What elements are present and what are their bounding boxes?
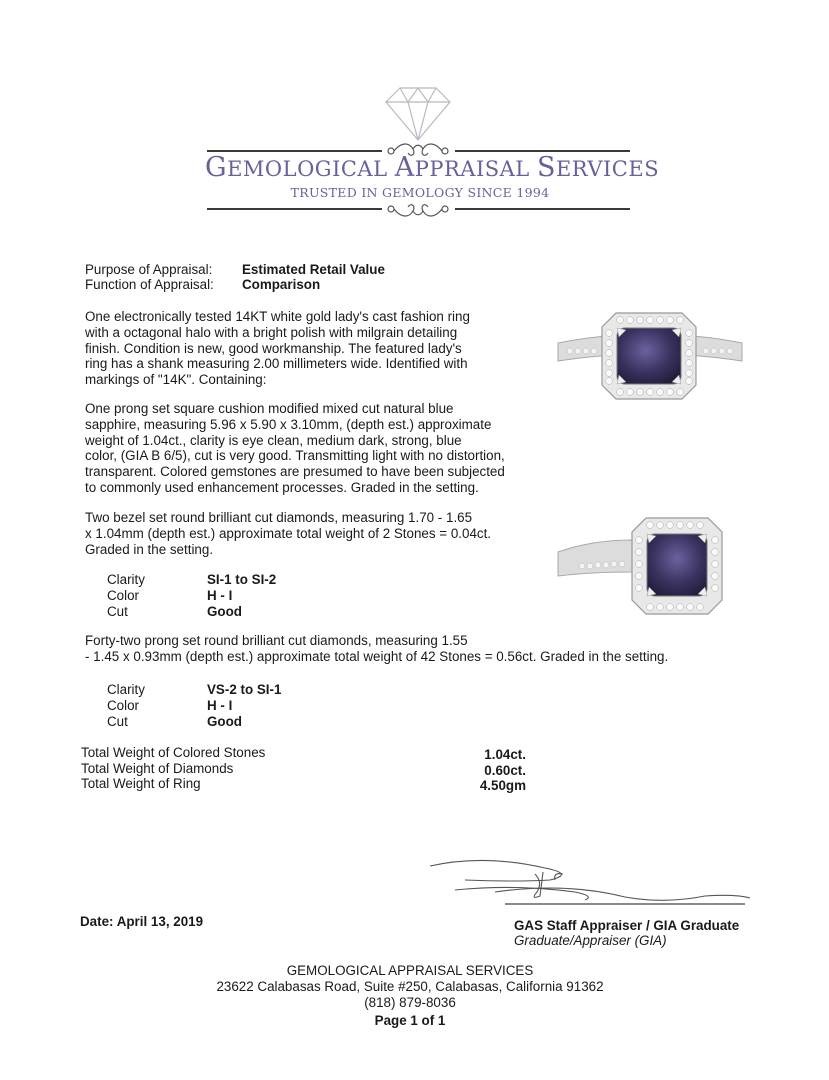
company-tagline: TRUSTED IN GEMOLOGY SINCE 1994 bbox=[290, 185, 550, 200]
company-logo-title: GEMOLOGICAL APPRAISAL SERVICES bbox=[205, 152, 660, 183]
purpose-label: Purpose of Appraisal: bbox=[85, 262, 213, 277]
ring-photo-top bbox=[550, 305, 750, 405]
grade-label: Cut bbox=[107, 714, 128, 729]
logo-rule-bottom-left bbox=[207, 208, 382, 210]
grade-label: Clarity bbox=[107, 572, 145, 587]
sapphire-description: One prong set square cushion modified mixed cut natural blue sapphire, measuring 5.96 x 5.90 x 3.10mm, (depth est.) approximate weight of 1.04ct., clarity is eye clean, medium dark, strong, blue color, (GIA B 6/5), cut is very good. Transmitting light with no distortion, transparent. Colored gemstones are presumed to have been subjected to commonly used enhancement processes. Graded in the setting. bbox=[85, 401, 505, 495]
function-value: Comparison bbox=[242, 277, 321, 292]
ring-photo-angle bbox=[552, 510, 752, 622]
grade-label: Color bbox=[107, 588, 139, 603]
appraiser-signature bbox=[425, 852, 755, 912]
ring-description: One electronically tested 14KT white gold lady's cast fashion ring with a octagonal halo with a bright polish with milgrain detailing finish. Condition is new, good workmanship. The featured lady's ring has a shank measuring 2.00 millimeters wide. Identified with markings of "14K". Containing: bbox=[85, 309, 470, 388]
prong-diamonds-description: Forty-two prong set round brilliant cut diamonds, measuring 1.55 - 1.45 x 0.93mm (depth est.) approximate total weight of 42 Stones = 0.56ct. Graded in the setting. bbox=[85, 633, 669, 664]
appraisal-date: Date: April 13, 2019 bbox=[80, 914, 204, 929]
total-label: Total Weight of Ring bbox=[81, 776, 201, 791]
grade-value: Good bbox=[207, 604, 242, 619]
purpose-value: Estimated Retail Value bbox=[242, 262, 385, 277]
signer-subtitle: Graduate/Appraiser (GIA) bbox=[514, 933, 667, 948]
function-label: Function of Appraisal: bbox=[85, 277, 214, 292]
grade-value: SI-1 to SI-2 bbox=[207, 572, 277, 587]
total-label: Total Weight of Diamonds bbox=[81, 761, 234, 776]
total-value: 1.04ct. bbox=[484, 747, 526, 762]
grade-value: H - I bbox=[207, 698, 233, 713]
bezel-diamonds-description: Two bezel set round brilliant cut diamonds, measuring 1.70 - 1.65 x 1.04mm (depth est.) approximate total weight of 2 Stones = 0.04ct. Graded in the setting. bbox=[85, 510, 492, 557]
page-number: Page 1 of 1 bbox=[374, 1013, 446, 1028]
footer-phone: (818) 879-8036 bbox=[364, 995, 456, 1010]
logo-rule-bottom-right bbox=[455, 208, 630, 210]
grade-value: VS-2 to SI-1 bbox=[207, 682, 282, 697]
grade-label: Clarity bbox=[107, 682, 145, 697]
total-label: Total Weight of Colored Stones bbox=[81, 745, 266, 760]
flourish-bottom-icon bbox=[383, 198, 453, 220]
grade-label: Color bbox=[107, 698, 139, 713]
grade-value: H - I bbox=[207, 588, 233, 603]
footer-company: GEMOLOGICAL APPRAISAL SERVICES bbox=[286, 963, 534, 978]
grade-label: Cut bbox=[107, 604, 128, 619]
diamond-logo-icon bbox=[378, 84, 458, 144]
total-value: 4.50gm bbox=[479, 778, 526, 793]
total-value: 0.60ct. bbox=[484, 763, 526, 778]
footer-address: 23622 Calabasas Road, Suite #250, Calabasas, California 91362 bbox=[216, 979, 604, 994]
signer-title: GAS Staff Appraiser / GIA Graduate bbox=[514, 918, 740, 933]
grade-value: Good bbox=[207, 714, 242, 729]
